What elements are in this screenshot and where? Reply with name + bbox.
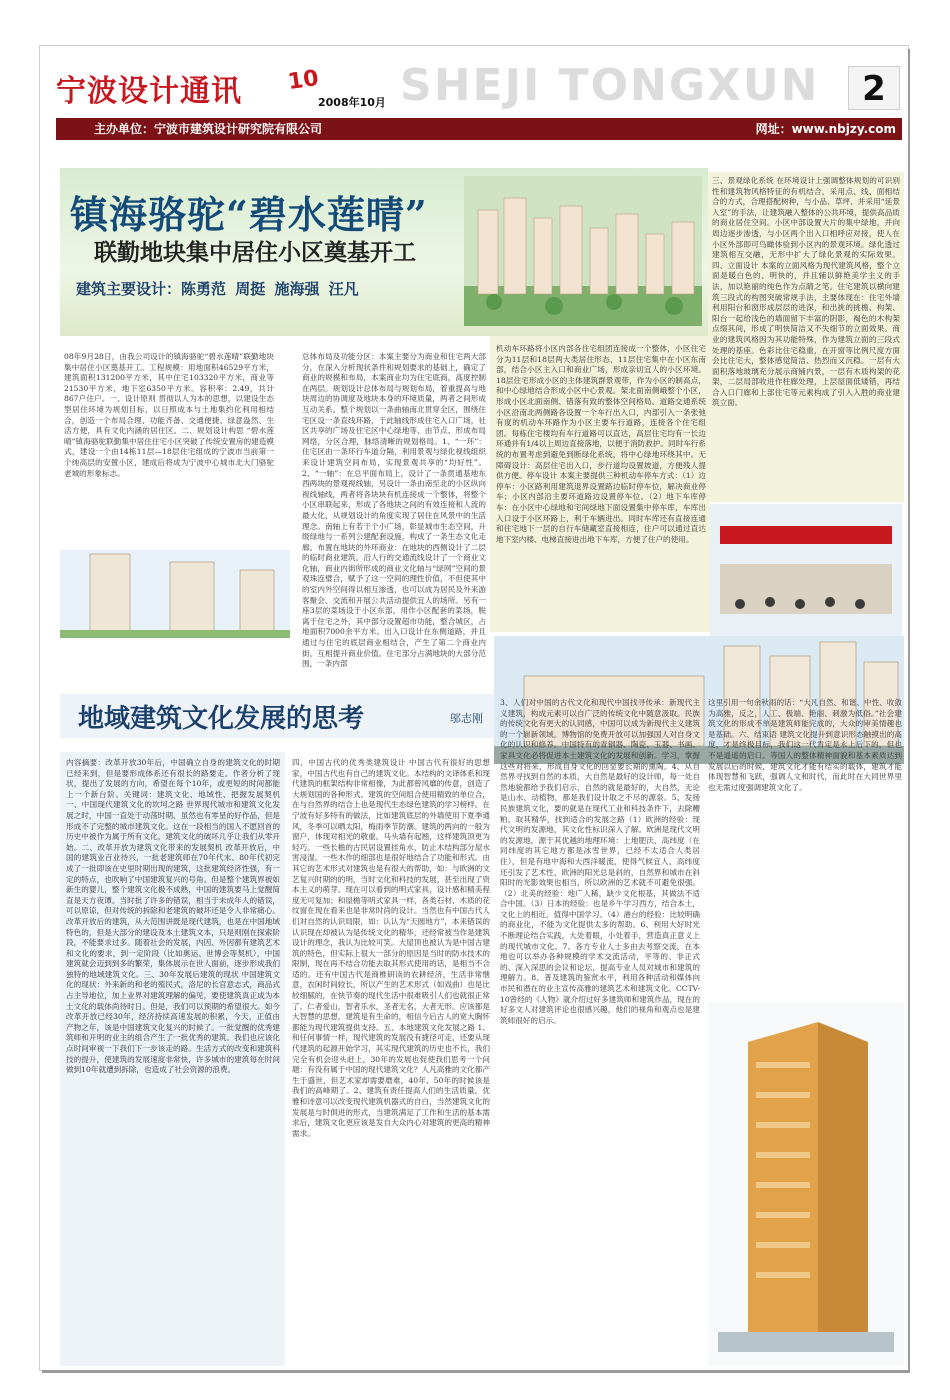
issue-mark: 10: [286, 65, 321, 96]
highrise-tower-rendering-image: [708, 1002, 904, 1366]
sponsor-bar: [56, 118, 902, 140]
masthead-pinyin: SHEJI TONGXUN: [400, 60, 820, 111]
article2-column-1: 内容摘要：改革开放30年后，中国确立自身的建筑文化的时期已经来到，但是要形成体系还有很长的路要走。作者分析了现状，提出了发展的方向，希望在每个10年，或更短的时间都能上一个新台阶。关键词：建筑文化、地域性、把握发展契机 一、中国现代建筑文化的坎坷之路 世界现代城市和建筑文化发展之时，中国一直处于动荡时期，虽然也有零星的好作品，但是形成不了完整的城市建筑文化。这在一段相当的国人不愿回首的历史中被作为属于所有文化，建筑文化的破坏几乎让我们从零开始。二、改革开放为建筑文化带来的发展契机 改革开放后，中国的建筑业百业待兴，一批老建筑师在70年代末、80年代初完成了一批即该在史里时期出现的建筑，这批建筑经济性强，有一定的特点，也吹响了中国建筑复兴的号角。但是整个建筑界被如新生的婴儿，整个建筑文化极不成熟，中国的建筑要马上觉醒简直是天方夜谭。当时批了许多的错误，相当于未成年人的错误，可以原谅，但对传统的拆除和老建筑的破坏还是令人非常痛心。改革开放后的建筑，从大范围讲既是现代建筑，也是在中国地域特色的，但是大部分的建设及本土建筑文本，只是则刚在探索阶段，不能要求过多。随着社会的发展，内因、外因都有建筑艺术和文化的要求，到一定阶段（比如奥运、世博会等契机），中国建筑就会迈到到多的繁荣，集体展示在世人面前，逐步形成我们独特的地域建筑文化。三、30年发展后建筑的现状 中国建筑文化的现状：外来新的和老的殖民式，洛尼的长官意志式，商品式占主导地位，加上业界对建筑理解的偏见，要使建筑真正成为本土文化的载体尚待时日。但是，我们可以预期的希望很大。如今改革开放已经30年，经济持续高速发展的积累，今天，正值由产物之年，该是中国建筑文化复兴的时候了。一批觉醒的优秀建筑师和开明的业主的组合产生了一批优秀的建筑。我们也应该化点时间审视一下我们下一步该走的路。生活方式的改变和建筑科技的提升，使建筑的发展速度非常快，许多城市的建筑每在时间做到10年就遭到拆除，也造成了社会资源的浪费。: [66, 758, 280, 1075]
article1-column-2: 总体布局及功能分区：本案主要分为商业和住宅两大部分，在深入分析现状条件和规划要求的基础上，确定了商业的规模和布局，本案商业均为住宅底商，高度控制在两层。规划设计总体布局与规划布局，着重提高与地块周边的协调度及地块本身的环境质量，两者之间形成互动关系。整个规划以一条曲轴南北贯穿全区，围绕住宅区设一条直线环路，于此轴线形成住宅入口广场，社区共享的广场及住宅区中心绿地等，由节点、形成布局网络，分区合理，脉络清晰的规划格局。1、“一环”：住宅区由一条环行车道分隔，利用景观与绿化视线组织来设计建筑空间布局，实现景观共享的“均好性”。2、“一轴”：在总平面布局上，设计了一条贯通基地东西两块的景观视线轴，另设计一条由南至北的小区纵向视线轴线，两者将各块块有机连接成一个整体，将整个小区串联起来，形成了各地块之间的有效连接和人流的最大化，从规划设计的角度实现了居住在风景中的生活理念。南轴上有若干个小广场，彰显城市生态空间，升级绿地与一系列公建配套设施，构成了一条生态文化走廊。布置在地块的外环商业：在地块的西侧设计了二层的临时商业建筑，沿人行的交通流线设计了一个商业文化轴，商业内街所形成的商业文化轴与“绿网”空间的景观珠连璧合，赋予了这一空间的理性价值，不但使其中的室内外空间得以相互渗透，也可以成为居民及外来游客聚会、交流和开展公共活动提供宜人的场所。另有一座3层的菜场设于小区东部，用作小区配套的菜场，脱离于住宅之外，其中部分设置超市功能，整合城区，占地面积7000余平方米。出入口设计在东侧道路，并且通过与住宅的底层商业相结合，产生了第二个商业内街，互相提升商业价值。住宅部分占满地块的大部分范围，一条内部: [302, 352, 486, 669]
newspaper-page: [40, 46, 908, 1370]
article1-column-1: 08年9月28日，由我公司设计的镇海骆驼“碧水莲晴”联勤地块集中居住小区奠基开工。工程规模：用地面积46529平方米，建筑面积131200平方米，其中住宅103320平方米，商业等21530平方米，地下室6350平方米。容积率：2.49，共计867户住户。一、设计原则 贯彻以人为本的思想，以建设生态型居住环境为规划目标，以日照成本与土地集约化利用相结合，创造一个布局合理、功能齐备、交通便捷、绿意盎然、生活方便，具有文化内涵的居住区。二、规划设计构思 “碧水莲晴”镇海骆驼联勤集中居住住宅小区突破了传统安置房的建造模式，建设一个由14栋11层—18层住宅组成的宁波市当前第一个纯高层的安置小区，建成后将成为宁波中心城市北大门骆驼老城的形象标志。: [64, 352, 274, 478]
page-number: 2: [848, 66, 900, 110]
article2-column-3: 3、人们对中国的古代文化和现代中国找寻传承：新现代主义建筑，构成元素可以自广泛的传统文化中随意汲取。民族的传统文化有更大的认同感，中国可以成为新现代主义建筑的一个崭新领域。博物馆的免费开放可以加强国人对自身文化的认识和修养。中国特有的青铜器、陶瓷、玉器、书画、家具文化必将促进本土建筑文化的发展和创新。学习，掌握这些对将来，形成自身文化的回显要长期的熏陶。4、从自然界寻找到自然的本质，大自然是最好的设计师，每一处自然地貌都给予我们启示，自然的就是最好的，大自然，无论是山水、动植物，都是我们设计取之不尽的源泉。5、发扬民族建筑文化，要的就是在现代工业和科技条件下，去除糟粕，取其精华，找到适合的发展之路（1）欧洲的经验：现代文明的发源地，其文化性标识深入了解。欧洲是现代文明的发源地，源于其优越的地理环境：上地肥沃，高纬度（在同纬度的其它地方都是冰雪世界，已经不太适合人类居住），但是有地中海和大西洋暖流，使得气候宜人，高纬度还引发了艺术性，欧洲的阳光总是斜的，自然界和城市在斜阳时的光影效果也相当，所以欧洲的艺术就不可避免很强。（2）北美的经验：地广人稀，缺少文化根基，其做法不适合中国。（3）日本的经验：也是乡午学习西方，结合本土，文化上的相近，值得中国学习。（4）港台的经验：比较明确的商业化，不能为文化提供太多的帮助。6、利用大好时光不断理论结合实践，大处着眼，小处着手，营造真正意义上的现代城市文化。7、各方专业人士多由去考察交流，在本地也可以举办各种规模的学术交流活动，平等的、非正式的、深入深思的会议和论坛，提高专业人员对城市和建筑的理解力。8、普及建筑的鉴赏水平，利用各种活动和媒体向市民和潜在的业主宣传高雅的建筑艺术和建筑文化。CCTV-10曾经的《人物》就介绍过好多建筑师和建筑作品，现在的好多文人对建筑评论也很感兴趣，他们的视角和观点也是建筑师很好的启示。: [500, 698, 700, 1025]
article2-author: 邬志刚: [450, 712, 483, 725]
article1-column-3: 机动车环路将小区内部各住宅组团连接成一个整体，小区住宅分为11层和18层两大类居住形态，11层住宅集中在小区东南部，结合小区主入口和商业广场，形成亲切宜人的小区环境。18层住宅形成小区的主体建筑群景观带，作为小区的制高点，和中心绿地结合形成小区中心景观。架北面南侧峨整个小区，形成小区北面南侧、错落有致的整体空间格局。道路交通系统 小区沿南北两侧路各设置一个车行出入口，内部引入一条张弛有度的机动车环路作为小区主要车行道路，连接各个住宅组团。每栋住宅楼均有车行道路可以直达，高层住宅均有一长边环通并有1/4以上周边直接落地，以便于消防救护。同时车行系统的布置考虑到避免到断绿化系统，将中心绿地环绕其中。无障碍设计：高层住宅出入口，步行道均设置坡道，方便残人提供方便。停车设计 本案主要提供三种机动车停车方式：（1）边停车：小区路利用建筑退界设置路边临时停车位，解决商业停车；小区内部沿主要环道路边设置停车位。（2）地下车库停车：在小区中心绿地和宅间绿地下面设置集中停车库，车库出入口设于小区环路上，利于车辆进出。同时车库还有直接连通和住宅地下一层的自行车储藏室直接相连，住户可以通过直达地下室内楼、电梯直接进出地下车库，方便了住户的使用。: [496, 344, 706, 544]
article1-subtitle: 联勤地块集中居住小区奠基开工: [94, 240, 416, 266]
article1-column-4: 三、景观绿化系统 在环境设计上强调整体规划的可识别性和建筑物风格特征的有机结合，采用点、线、面相结合的方式，合理搭配树种，与小品、草坪、并采用“延景入室”的手法，让建筑融入整体的公共环境，提供高品质的商业居住空间。小区中部设置大片的集中绿地，并向周边逐步渗透，与小区两个出入口相呼应对接，使人在小区外部即可鸟瞰体验到小区内的景观环境。绿化透过建筑相互交融，无形中扩大了绿化景观的实际效果。四、立面设计 本案的立面风格为现代建筑风格，整个立面是暖白色的、明快的，并且辅以鲜艳美学主义的手法，加以艳丽的纯色作为点睛之笔。住宅建筑以横向建筑三段式的构图突破常规手法，主要体现在：住宅外墙利用阳台和窗形成层层的进深，和出挑的挑檐、构架、阳台一起给浅色的墙面留下丰富的阴影，褐色的木构架点缀其间，形成了明快简洁又不失细节的立面效果。商业的建筑风格因为其功能特殊，作为建筑立面的三段式处理的基座。色彩比住宅稳重，在开窗等比例尺度方面会比住宅大，整体感觉简洁、热烈而又沉稳。一层有大面积落地玻璃充分展示商铺内景，一层有木质构架的花架，二层局部收进作柱廊处理，上层屋面低矮错，再结合入口门廊和上部住宅等元素构成了引入入胜的商业建筑立面。: [712, 176, 900, 408]
article2-column-4: 这里引用一句余秋雨的话：“大凡自然、和谐、中性、收敛为高雅，反之，人工、极端、艳丽、刺激为低俗。”社会建筑文化的形成不单是建筑师能完成的，大众的审美情趣也是基础。六、结束语 建筑文化提升到意识形态触摸出的高度，才是终极目标，我们这一代肯定是永上后下的，但也不是遥遥的启口。等国人的整体精神面貌和基本素质达到发展以后的时候，建筑文化才能有结实的载体，建筑才能体现智慧和飞跃，强调人文和时代，而此时在大同世界里也无需过度强调建筑文化了。: [708, 698, 902, 792]
issue-date: 2008年10月: [318, 96, 386, 109]
tower-rendering-image: [60, 550, 290, 638]
groundbreaking-ceremony-image: [710, 504, 902, 640]
article1-title: 镇海骆驼“碧水莲晴”: [70, 192, 428, 237]
masthead-logo: 宁波设计通讯: [56, 74, 242, 109]
article1-byline: 建筑主要设计：陈勇范 周挺 施海强 汪凡: [76, 280, 359, 298]
sponsor-text: 主办单位：宁波市建筑设计研究院有限公司: [94, 122, 323, 136]
website-link[interactable]: 网址：www.nbjzy.com: [755, 122, 896, 136]
article2-column-2: 四、中国古代的优秀类建筑设计 中国古代有很好的思想家，中国古代也有自己的建筑文化。本结构的文译体系和现代建筑的框架结构非常相像，为此都曾风靡的传意，创造了大规划国的各种形式。建筑的空间组合使用精致的单位合，在与自然界的结合上也是现代生态绿色建筑的学习榜样。在宁波有好多特有的做法，比如建筑底层的外墙使用下夏季通风，冬季可以晒太阳，梅雨季节防潮。建筑的两向的一般为窗户，体现对相光的敬重。马头墙有起翘，这样建筑顶更为轻巧。一些长檐的古民居设置挂角水，防止木结构部分屋水害浸湿。一些木作的细部也是很好地结合了功能和形式。由其它的艺术形式对建筑也是有很大的帮助，如：与欧洲的文艺复兴时期的的明，当时文化和科技的发展，甚至出现了资本主义的萌芽。现在可以看到的明式家具，设计感和精美程度无可复加；和屋檐等明式家具一样，各类石材、木质的花纹窗在现在看来也是非常时尚的设计。当然也有中国古代人们对自然的认识局限，如：认认为“天圆地方”，本来错误的认识现在却被认为是传统文化的精华，还经常被当作是建筑设计的理念，我认为比较可笑。大屋顶也被认为是中国古建筑的特色，但实际上很大一部分的原因是当时的防水技术的限制，现在再不结合功能去取其形式使用的话，是相当不合适的。还有中国古代是商椎研读的农耕经济，生活非常惬意，农闲时间较长，所以产生的艺术形式（如戏曲）也是比较细腻的，在快节奏的现代生活中很难吸引人们也就很正常了。仁者爱山，智者乐水，圣者无名，大者无形。应该都是大智慧的思想，建筑是有生命的，相信今后古人的宽大胸怀都能为现代建筑提供支持。五、本地建筑文化发展之路 1、和任何事情一样，现代建筑的发展没有捷径可走，还要从现代建筑的起源开始学习，其实现代建筑的历史也不长，我们完全有机会迎头赶上，30年的发展也促使我们思考一个问题：有没有属于中国的现代建筑文化？人凡高雅的文化都产生于盛世，但艺术家却需要磨难，40年、50年的时候该是我们的高峰期了。2、建筑有责任提高人们的生活质量，优雅和诗意可以改变现代建筑机器式的自白，当然建筑文化的发展是与时俱进的形式，当建筑满足了工作和生活的基本需求后，建筑文化更应该是发自大众内心对建筑的更高的精神需求。: [292, 758, 490, 1138]
residential-rendering-image: [464, 176, 702, 326]
article2-title: 地域建筑文化发展的思考: [78, 704, 365, 734]
